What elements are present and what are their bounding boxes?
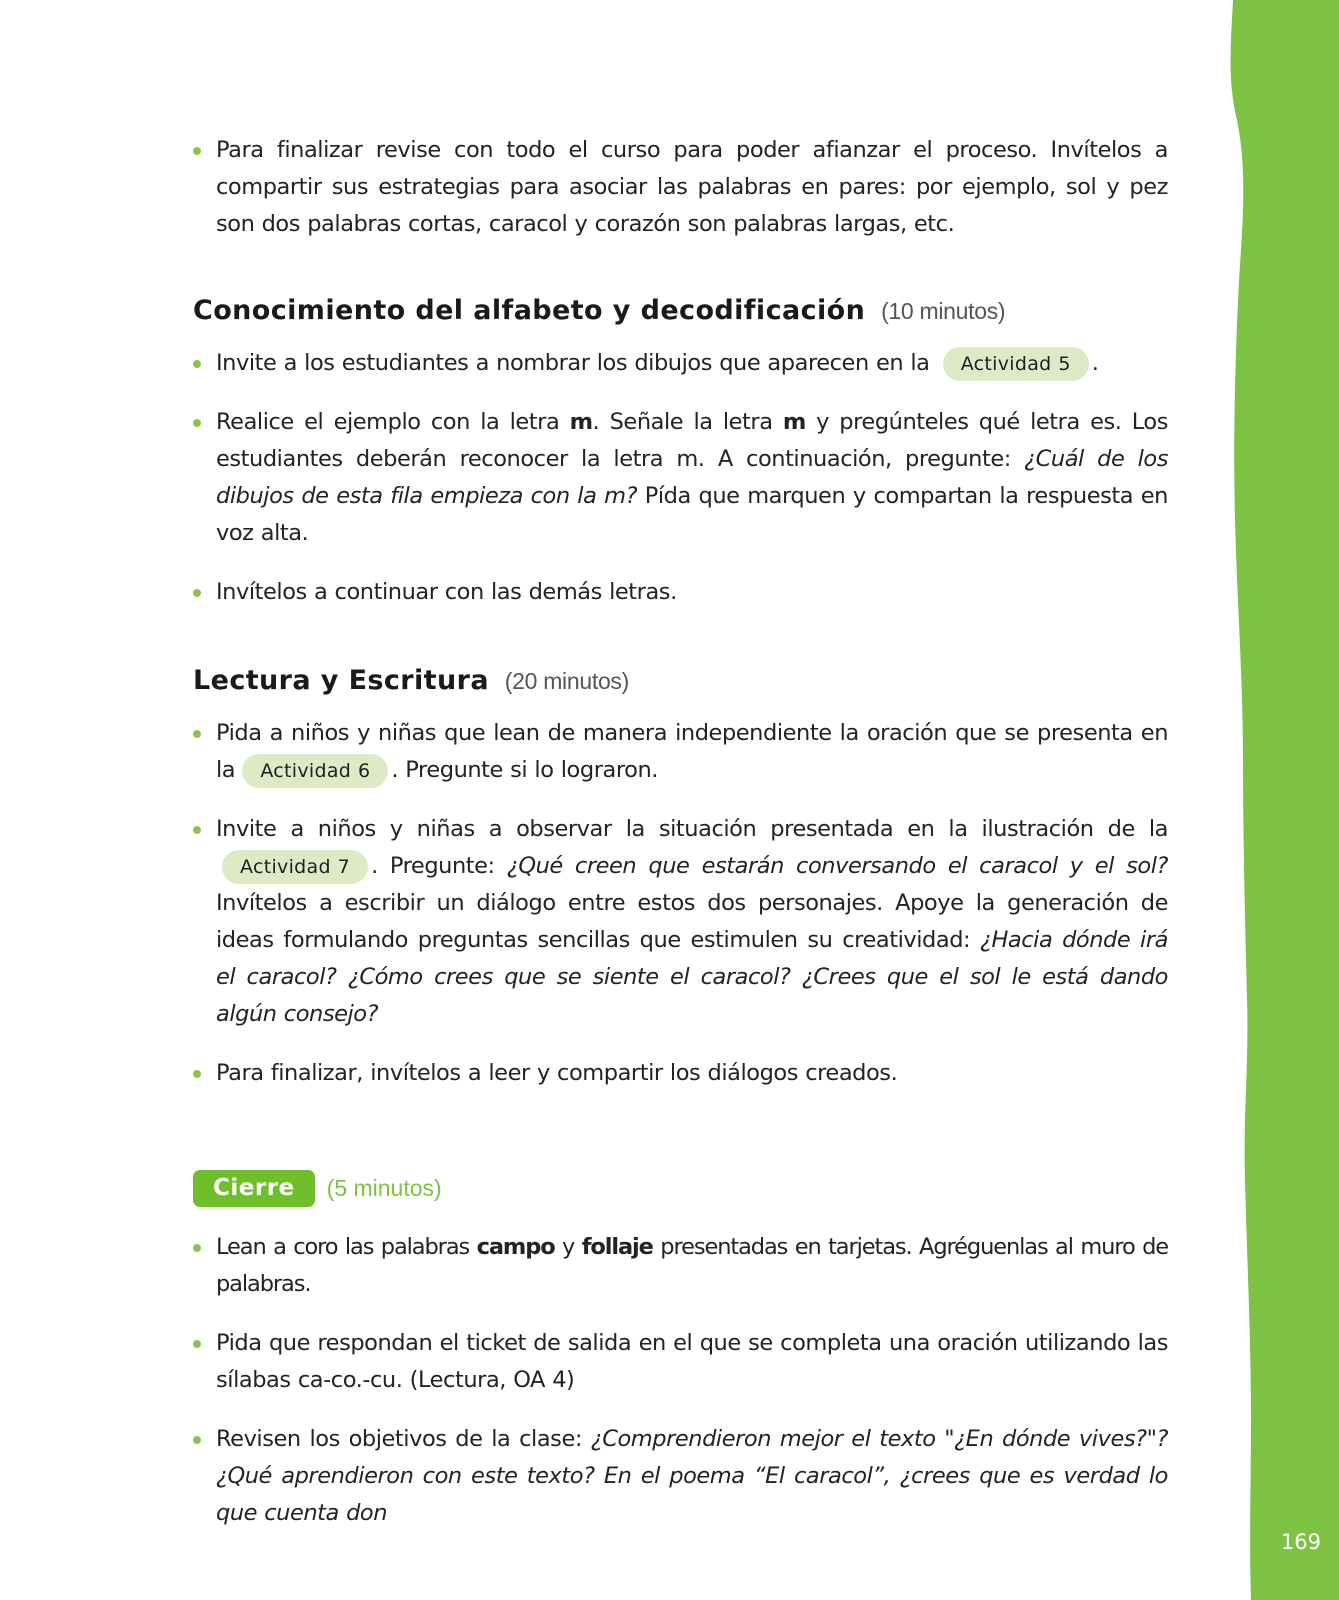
- section-title-alfabeto-text: Conocimiento del alfabeto y decodificación: [193, 295, 866, 326]
- cierre-minutes: (5 minutos): [326, 1175, 442, 1201]
- bullet-dot-icon: [193, 1436, 201, 1444]
- cierre-b1-b: y: [554, 1234, 582, 1260]
- lectura-bullet-1: [193, 715, 1168, 789]
- intro-bullet-text: Para finalizar revise con todo el curso para poder afianzar el proceso. Invítelos a compartir sus estrategias para asociar las palabras en pares: por ejemplo, sol y pez son dos palabras cortas, caracol y corazón son palabras largas, etc.: [216, 137, 1168, 237]
- activity-5-pill: Actividad 5: [943, 347, 1089, 381]
- cierre-b1-bold-1: campo: [476, 1234, 555, 1260]
- bullet-dot-icon: [193, 730, 201, 738]
- cierre-bullet-3: [193, 1421, 1168, 1532]
- section-title-alfabeto: [193, 291, 1168, 331]
- alfabeto-bullet-3: [193, 574, 1168, 611]
- lectura-b2-questions-2: ¿Hacia dónde irá el caracol? ¿Cómo crees que se siente el caracol? ¿Crees que el sol le está dando algún consejo?: [216, 927, 1168, 1027]
- cierre-b1-a: Lean a coro las palabras: [216, 1234, 477, 1260]
- cierre-b1-bold-2: follaje: [581, 1234, 653, 1260]
- cierre-b2-text: Pida que respondan el ticket de salida en el que se completa una oración utilizando las sílabas ca-co.-cu. (Lectura, OA 4): [216, 1330, 1168, 1393]
- lectura-bullet-3: [193, 1055, 1168, 1092]
- lectura-b1-end: . Pregunte si lo lograron.: [391, 757, 658, 783]
- cierre-bullet-1: [193, 1229, 1168, 1303]
- bullet-dot-icon: [193, 1070, 201, 1078]
- cierre-b3-questions: ¿Comprendieron mejor el texto "¿En dónde vives?"? ¿Qué aprendieron con este texto? En el poema “El caracol”, ¿crees que es verdad lo que cuenta don: [216, 1426, 1168, 1526]
- alfabeto-b2-bold-1: m: [569, 409, 593, 435]
- bullet-dot-icon: [193, 147, 201, 155]
- alfabeto-bullet-1: [193, 345, 1168, 382]
- alfabeto-b1-end: .: [1091, 350, 1099, 376]
- alfabeto-b2-a: Realice el ejemplo con la letra: [216, 409, 570, 435]
- cierre-b1-c: presentadas en tarjetas. Agréguenlas al muro de palabras.: [216, 1234, 1168, 1297]
- alfabeto-b2-question: ¿Cuál de los dibujos de esta fila empieza con la m?: [216, 446, 1168, 509]
- cierre-bullet-2: [193, 1325, 1168, 1399]
- side-decorative-band: [1229, 0, 1339, 1600]
- page-content: [193, 132, 1168, 1532]
- section-title-lectura: [193, 661, 1168, 701]
- wavy-green-band-shape: [1229, 0, 1339, 1600]
- lectura-bullet-2: [193, 811, 1168, 1033]
- cierre-b3-a: Revisen los objetivos de la clase:: [216, 1426, 591, 1452]
- intro-bullet: [193, 132, 1168, 243]
- cierre-badge: Cierre: [193, 1170, 315, 1207]
- alfabeto-b3-text: Invítelos a continuar con las demás letras.: [216, 579, 677, 605]
- section-alfabeto-minutes: (10 minutos): [881, 298, 1006, 324]
- section-lectura-minutes: (20 minutos): [504, 668, 629, 694]
- alfabeto-b2-c: y pregúnteles qué letra es. Los estudiantes deberán reconocer la letra m. A continuación, pregunte:: [216, 409, 1169, 472]
- alfabeto-b1-text: Invite a los estudiantes a nombrar los dibujos que aparecen en la: [216, 350, 930, 376]
- lectura-b2-b: Invítelos a escribir un diálogo entre estos dos personajes. Apoye la generación de ideas formulando preguntas sencillas que estimulen su creatividad:: [216, 890, 1168, 953]
- section-cierre-header: [193, 1170, 1168, 1207]
- alfabeto-b2-bold-2: m: [782, 409, 806, 435]
- bullet-dot-icon: [193, 826, 201, 834]
- lectura-b3-text: Para finalizar, invítelos a leer y compartir los diálogos creados.: [216, 1060, 898, 1086]
- alfabeto-b2-d: Pída que marquen y compartan la respuesta en voz alta.: [216, 483, 1168, 546]
- page-number: 169: [1280, 1530, 1321, 1554]
- alfabeto-bullet-2: [193, 404, 1168, 552]
- bullet-dot-icon: [193, 589, 201, 597]
- bullet-dot-icon: [193, 1244, 201, 1252]
- lectura-b1-text: Pida a niños y niñas que lean de manera independiente la oración que se presenta en la: [216, 720, 1168, 783]
- bullet-dot-icon: [193, 419, 201, 427]
- alfabeto-b2-b: . Señale la letra: [592, 409, 783, 435]
- activity-7-pill: Actividad 7: [222, 850, 368, 884]
- lectura-b2-question-1: ¿Qué creen que estarán conversando el caracol y el sol?: [506, 853, 1168, 879]
- section-title-lectura-text: Lectura y Escritura: [193, 665, 489, 696]
- bullet-dot-icon: [193, 360, 201, 368]
- bullet-dot-icon: [193, 1340, 201, 1348]
- activity-6-pill: Actividad 6: [242, 754, 388, 788]
- lectura-b2-a: . Pregunte:: [371, 853, 507, 879]
- lectura-b2-text: Invite a niños y niñas a observar la situación presentada en la ilustración de la: [216, 816, 1168, 842]
